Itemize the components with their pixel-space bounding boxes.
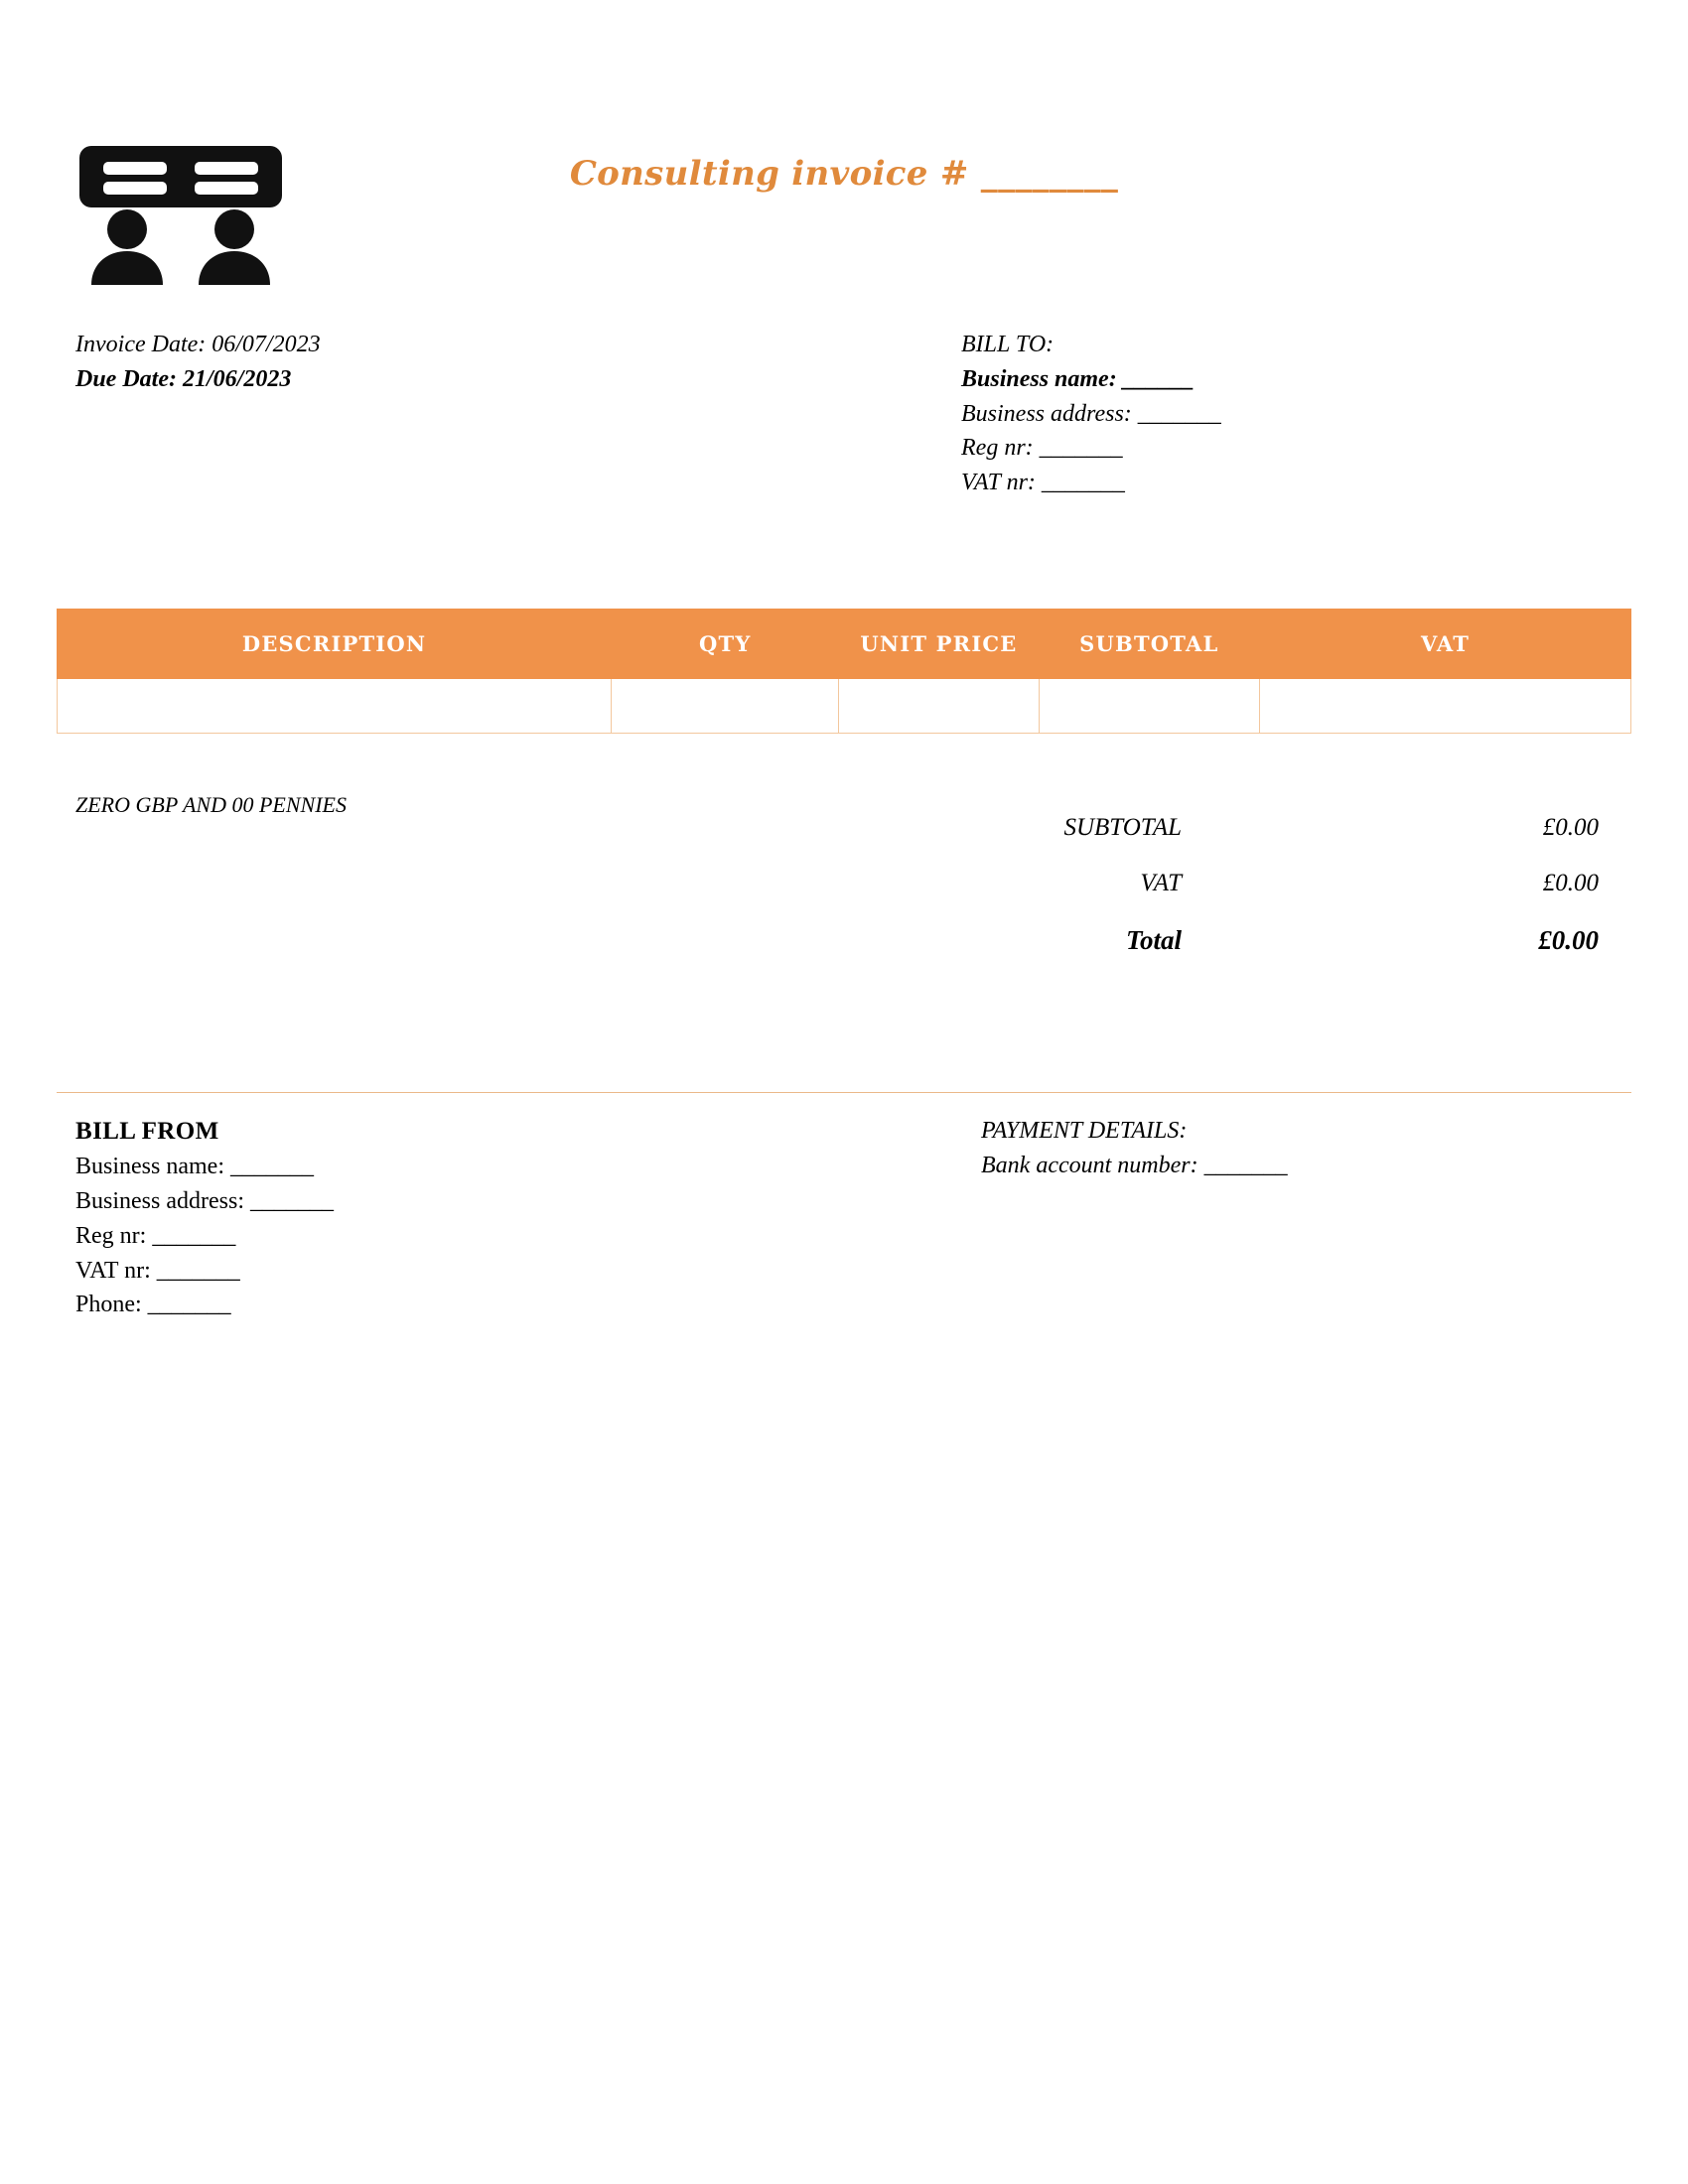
bill-from-block xyxy=(75,1114,334,1322)
bill-from-vat-nr: VAT nr: _______ xyxy=(75,1257,240,1284)
totals-row-vat xyxy=(854,870,1638,897)
payment-details-block xyxy=(981,1114,1288,1183)
amount-in-words: ZERO GBP AND 00 PENNIES xyxy=(75,792,347,817)
cell-subtotal[interactable] xyxy=(1039,679,1260,734)
column-header-subtotal: SUBTOTAL xyxy=(1039,610,1260,679)
bill-from-heading: BILL FROM xyxy=(75,1118,219,1145)
column-header-unit-price: UNIT PRICE xyxy=(839,610,1039,679)
table-row xyxy=(58,679,1631,734)
due-date: Due Date: 21/06/2023 xyxy=(75,365,292,392)
cell-description[interactable] xyxy=(58,679,612,734)
totals-label-total: Total xyxy=(1125,925,1182,955)
invoice-dates xyxy=(75,328,321,397)
bill-to-vat-nr: VAT nr: _______ xyxy=(961,470,1125,496)
bill-from-phone: Phone: _______ xyxy=(75,1292,231,1318)
bill-to-business-address: Business address: _______ xyxy=(961,400,1221,427)
invoice-date: Invoice Date: 06/07/2023 xyxy=(75,332,321,357)
bill-from-reg-nr: Reg nr: _______ xyxy=(75,1222,236,1249)
payment-bank-account-number: Bank account number: _______ xyxy=(981,1152,1288,1178)
totals-value-subtotal: £0.00 xyxy=(1542,814,1599,841)
bill-to-heading: BILL TO: xyxy=(961,332,1055,357)
cell-qty[interactable] xyxy=(612,679,839,734)
totals-label-subtotal: SUBTOTAL xyxy=(1063,814,1182,841)
invoice-header xyxy=(0,0,1688,199)
totals-value-vat: £0.00 xyxy=(1542,870,1599,896)
totals-row-subtotal xyxy=(854,814,1638,842)
totals-block xyxy=(854,814,1638,984)
bill-from-business-name: Business name: _______ xyxy=(75,1154,314,1180)
totals-label-vat: VAT xyxy=(1140,870,1182,896)
cell-unit-price[interactable] xyxy=(839,679,1039,734)
bill-to-block xyxy=(961,328,1221,500)
totals-row-total xyxy=(854,925,1638,956)
column-header-vat: VAT xyxy=(1260,610,1631,679)
totals-value-total: £0.00 xyxy=(1538,925,1599,955)
section-divider xyxy=(57,1092,1631,1093)
table-header-row xyxy=(58,610,1631,679)
bill-to-reg-nr: Reg nr: _______ xyxy=(961,435,1123,462)
cell-vat[interactable] xyxy=(1260,679,1631,734)
bill-from-business-address: Business address: _______ xyxy=(75,1188,334,1215)
line-items-table xyxy=(57,609,1631,734)
payment-details-heading: PAYMENT DETAILS: xyxy=(981,1118,1188,1144)
column-header-qty: QTY xyxy=(612,610,839,679)
page-title: Consulting invoice # ________ xyxy=(569,154,1119,194)
column-header-description: DESCRIPTION xyxy=(58,610,612,679)
bill-to-business-name: Business name: ______ xyxy=(961,365,1195,392)
